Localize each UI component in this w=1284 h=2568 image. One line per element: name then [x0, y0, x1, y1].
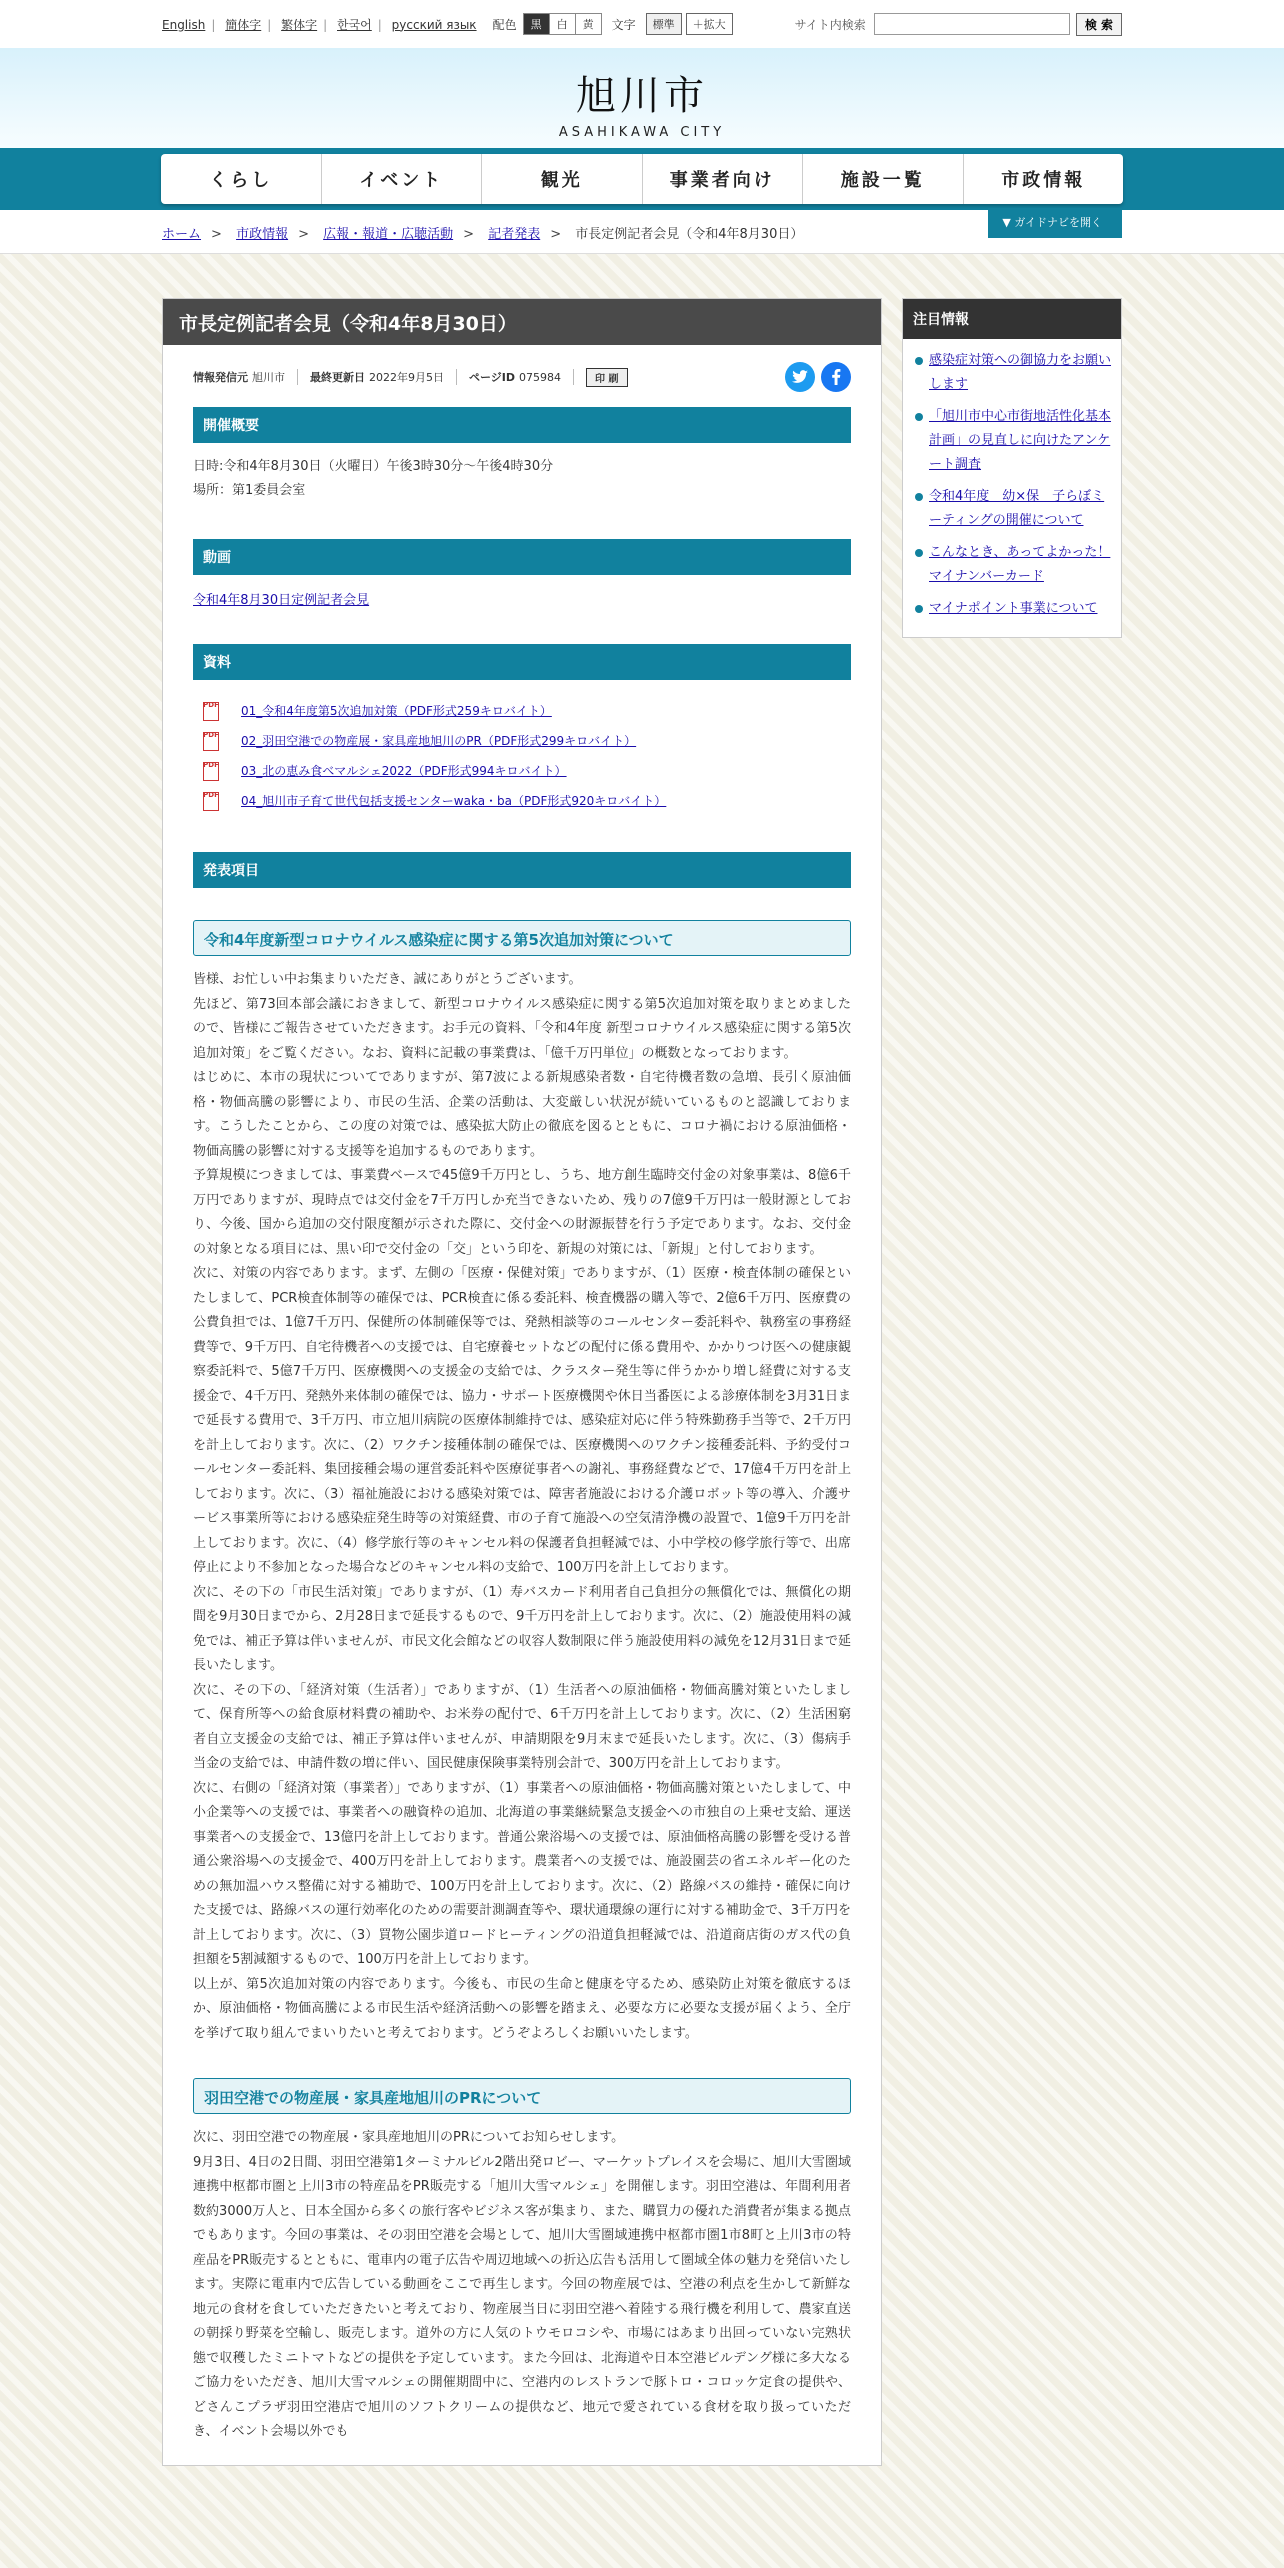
section-overview-heading: 開催概要 — [193, 407, 851, 443]
lang-traditional-chinese-link[interactable]: 繁体字 — [281, 17, 318, 32]
featured-item — [915, 405, 1111, 477]
section-video-heading: 動画 — [193, 539, 851, 575]
breadcrumb-band — [0, 210, 1284, 254]
sidebar-featured — [902, 298, 1122, 638]
print-button[interactable]: 印 刷 — [586, 368, 627, 387]
topic2-paragraph: 9月3日、4日の2日間、羽田空港第1ターミナルビル2階出発ロビー、マーケットプレイスを会場に、旭川大雪圏域連携中枢都市圏と上川3市の特産品をPR販売する「旭川大雪マルシェ」を開催します。羽田空港は、年間利用者数約3000万人と、日本全国から多くの旅行客やビジネス客が集まり、また、購買力の優れた消費者が集まる拠点でもあります。今回の事業は、その羽田空港を会場として、旭川大雪圏域連携中枢都市圏1市8町と上川3市の特産品をPR販売するとともに、電車内の電子広告や周辺地域への折込広告も活用して圏域全体の魅力を発信いたします。実際に電車内で広告している動画をここで再生します。今回の物産展では、空港の利点を生かして新鮮な地元の食材を食していただきたいと考えており、物産展当日に羽田空港へ着陸する飛行機を利用して、農家直送の朝採り野菜を空輸し、販売します。道外の方に人気のトウモロコシや、市場にはあまり出回っていない完熟状態で収穫したミニトマトなどの提供を予定しています。また今回は、北海道や日本空港ビルデング様に多大なるご協力をいただき、旭川大雪マルシェの開催期間中に、空港内のレストランで豚トロ・コロッケ定食の提供や、どさんこプラザ羽田空港店で旭川のソフトクリームの提供など、地元で愛されている食材を取り扱っていただき、イベント会場以外でも — [193, 2154, 851, 2439]
twitter-icon[interactable] — [785, 362, 815, 392]
global-nav-band — [0, 148, 1284, 210]
overview-text — [193, 455, 851, 503]
guide-nav-button[interactable]: ▼ ガイドナビを開く — [988, 208, 1122, 238]
breadcrumb-city-info[interactable]: 市政情報 — [236, 226, 289, 242]
topic1-paragraph: 次に、その下の「市民生活対策」でありますが、（1）寿バスカード利用者自己負担分の無償化では、無償化の期間を9月30日までから、2月28日まで延長するもので、9千万円を計上しております。次に、（2）施設使用料の減免では、補正予算は伴いませんが、市民文化会館などの収容人数制限に伴う施設使用料の減免を12月31日まで延長いたします。 — [193, 1584, 851, 1673]
text-size-label: 文字 — [611, 17, 636, 32]
nav-item-facilities[interactable]: 施設一覧 — [803, 154, 964, 204]
global-nav — [161, 154, 1123, 204]
text-enlarge-button[interactable]: ＋拡大 — [686, 13, 733, 35]
meta-source: 情報発信元 旭川市 — [193, 369, 298, 385]
pdf-icon: PDF — [203, 702, 219, 721]
lang-korean-link[interactable]: 한국어 — [337, 17, 372, 32]
file-item — [193, 696, 851, 726]
featured-item — [915, 541, 1111, 589]
nav-item-tourism[interactable]: 観光 — [482, 154, 643, 204]
language-links: English | 簡体字 | 繁体字 | 한국어 | русский язык — [162, 17, 477, 32]
overview-place: 場所：第1委員会室 — [193, 483, 306, 498]
breadcrumb-press[interactable]: 記者発表 — [488, 226, 541, 242]
file-link[interactable]: 03_北の恵み食べマルシェ2022（PDF形式994キロバイト） — [241, 764, 567, 778]
site-logo-title[interactable]: 旭川市 — [576, 73, 708, 119]
featured-link[interactable]: こんなとき、あってよかった！マイナンバーカード — [929, 545, 1111, 584]
materials-list — [193, 696, 851, 816]
meta-updated: 最終更新日 2022年9月5日 — [310, 369, 457, 385]
featured-link[interactable]: 令和4年度 幼×保 子らぼミーティングの開催について — [929, 489, 1105, 528]
color-black-button[interactable]: 黒 — [524, 14, 550, 34]
nav-item-events[interactable]: イベント — [322, 154, 483, 204]
featured-item — [915, 485, 1111, 533]
featured-item — [915, 349, 1111, 397]
featured-link[interactable]: 「旭川市中心市街地活性化基本計画」の見直しに向けたアンケート調査 — [929, 409, 1112, 472]
lang-english-link[interactable]: English — [162, 17, 206, 32]
topic2-heading: 羽田空港での物産展・家具産地旭川のPRについて — [193, 2078, 851, 2114]
topic1-paragraph: 以上が、第5次追加対策の内容であります。今後も、市民の生命と健康を守るため、感染防止対策を徹底するほか、原油価格・物価高騰による市民生活や経済活動への影響を踏まえ、必要な方に必要な支援が届くよう、全庁を挙げて取り組んでまいりたいと考えております。どうぞよろしくお願いいたします。 — [193, 1976, 851, 2041]
file-item — [193, 786, 851, 816]
search-button[interactable]: 検 索 — [1076, 13, 1122, 36]
topic1-body — [193, 968, 851, 2046]
pdf-icon: PDF — [203, 762, 219, 781]
site-header — [0, 48, 1284, 148]
main-content — [162, 298, 882, 2466]
site-logo-subtitle: ASAHIKAWA CITY — [558, 125, 726, 140]
color-scheme-selector — [523, 13, 602, 35]
topic1-paragraph: 次に、その下の、「経済対策（生活者）」でありますが、（1）生活者への原油価格・物価高騰対策といたしまして、保育所等への給食原材料費の補助や、お米券の配付で、6千万円を計上しております。次に、（2）生活困窮者自立支援金の支給では、補正予算は伴いませんが、申請期限を9月末まで延長いたします。次に、（3）傷病手当金の支給では、申請件数の増に伴い、国民健康保険事業特別会計で、300万円を計上しております。 — [193, 1682, 851, 1771]
breadcrumb: ホーム > 市政情報 > 広報・報道・広聴活動 > 記者発表 > 市長定例記者会見（令和4年8月30日） — [162, 226, 804, 242]
file-item — [193, 756, 851, 786]
overview-datetime: 日時:令和4年8月30日（火曜日）午後3時30分～午後4時30分 — [193, 459, 554, 474]
breadcrumb-current: 市長定例記者会見（令和4年8月30日） — [575, 226, 804, 242]
page-meta — [193, 357, 851, 397]
lang-russian-link[interactable]: русский язык — [391, 17, 477, 32]
color-white-button[interactable]: 白 — [550, 14, 576, 34]
topic1-paragraph: 次に、対策の内容であります。まず、左側の「医療・保健対策」でありますが、（1）医療・検査体制の確保といたしまして、PCR検査体制等の確保では、PCR検査に係る委託料、検査機器の購入等で、2億6千万円、医療費の公費負担では、1億7千万円、保健所の体制確保等では、発熱相談等のコールセンター委託料や、執務室の事務経費等で、9千万円、自宅待機者への支援では、自宅療養セットなどの配付に係る費用や、かかりつけ医への健康観察委託料で、5億7千万円、医療機関への支援金の支給では、クラスター発生等に伴うかかり増し経費に対する支援金で、4千万円、発熱外来体制の確保では、協力・サポート医療機関や休日当番医による診療体制を3月31日まで延長する費用で、3千万円、市立旭川病院の医療体制維持では、感染症対応に伴う特殊勤務手当等で、2千万円を計上しております。次に、（2）ワクチン接種体制の確保では、医療機関へのワクチン接種委託料、予約受付コールセンター委託料、集団接種会場の運営委託料や医療従事者への謝礼、事務経費などで、17億4千万円を計上しております。次に、（3）福祉施設における感染対策では、障害者施設における介護ロボット等の導入、介護サービス事業所等における感染症発生時等の対策経費、市の子育て施設への空気清浄機の設置で、1億9千万円を計上しております。次に、（4）修学旅行等のキャンセル料の保護者負担軽減では、小中学校の修学旅行等で、出席停止により不参加となった場合などのキャンセル料の支給で、100万円を計上しております。 — [193, 1266, 851, 1575]
site-search — [795, 13, 1122, 36]
page-title: 市長定例記者会見（令和4年8月30日） — [163, 299, 881, 345]
topic1-paragraph: はじめに、本市の現状についてでありますが、第7波による新規感染者数・自宅待機者数の急増、長引く原油価格・物価高騰の影響により、市民の生活、企業の活動は、大変厳しい状況が続いているものと認識しております。こうしたことから、この度の対策では、感染拡大防止の徹底を図るとともに、コロナ禍における原油価格・物価高騰の影響に対する支援等を追加するものであります。 — [193, 1070, 851, 1159]
topic1-paragraph: 次に、右側の「経済対策（事業者）」でありますが、（1）事業者への原油価格・物価高騰対策といたしまして、中小企業等への支援では、事業者への融資枠の追加、北海道の事業継続緊急支援金への市独自の上乗せ支給、運送事業者への支援金で、13億円を計上しております。普通公衆浴場への支援では、原油価格高騰の影響を受ける普通公衆浴場への支援金で、400万円を計上しております。農業者への支援では、施設園芸の省エネルギー化のための無加温ハウス整備に対する補助で、100万円を計上しております。次に、（2）路線バスの維持・確保に向けた支援では、路線バスの運行効率化のための需要計測調査等や、環状通環線の運行に対する補助金で、3千万円を計上しております。次に、（3）買物公園歩道ロードヒーティングの沿道負担軽減では、沿道商店街のガス代の負担額を5割減額するもので、100万円を計上しております。 — [193, 1780, 852, 1967]
topic1-heading: 令和4年度新型コロナウイルス感染症に関する第5次追加対策について — [193, 920, 851, 956]
search-input[interactable] — [874, 13, 1070, 35]
nav-item-city-info[interactable]: 市政情報 — [1001, 170, 1086, 191]
video-link[interactable]: 令和4年8月30日定例記者会見 — [193, 593, 370, 608]
content-wrapper — [162, 298, 1122, 2466]
social-share — [779, 362, 851, 392]
color-scheme-label: 配色 — [492, 17, 517, 32]
facebook-icon[interactable] — [821, 362, 851, 392]
featured-item — [915, 597, 1111, 621]
utility-bar — [0, 0, 1284, 48]
nav-item-kurashi[interactable]: くらし — [161, 154, 322, 204]
featured-link[interactable]: 感染症対策への御協力をお願いします — [929, 353, 1112, 392]
search-label: サイト内検索 — [794, 17, 866, 32]
breadcrumb-home[interactable]: ホーム — [162, 226, 202, 242]
text-standard-button[interactable]: 標準 — [646, 13, 682, 35]
file-item — [193, 726, 851, 756]
featured-link[interactable]: マイナポイント事業について — [929, 601, 1098, 616]
file-link[interactable]: 02_羽田空港での物産展・家具産地旭川のPR（PDF形式299キロバイト） — [241, 734, 637, 748]
sidebar-title: 注目情報 — [903, 299, 1121, 339]
breadcrumb-pr[interactable]: 広報・報道・広聴活動 — [323, 226, 454, 242]
file-link[interactable]: 01_令和4年度第5次追加対策（PDF形式259キロバイト） — [241, 704, 552, 718]
section-materials-heading: 資料 — [193, 644, 851, 680]
nav-item-business[interactable]: 事業者向け — [643, 154, 804, 204]
color-yellow-button[interactable]: 黄 — [576, 14, 601, 34]
pdf-icon: PDF — [203, 732, 219, 751]
section-announcements-heading: 発表項目 — [193, 852, 851, 888]
pdf-icon: PDF — [203, 792, 219, 811]
topic2-paragraph: 次に、羽田空港での物産展・家具産地旭川のPRについてお知らせします。 — [193, 2130, 625, 2145]
topic1-paragraph: 皆様、お忙しい中お集まりいただき、誠にありがとうございます。 — [193, 972, 582, 987]
file-link[interactable]: 04_旭川市子育て世代包括支援センターwaka・ba（PDF形式920キロバイト） — [241, 794, 667, 808]
lang-simplified-chinese-link[interactable]: 簡体字 — [225, 17, 262, 32]
topic1-paragraph: 先ほど、第73回本部会議におきまして、新型コロナウイルス感染症に関する第5次追加対策を取りまとめましたので、皆様にご報告させていただきます。お手元の資料、「令和4年度 新型コロナウイルス感染症に関する第5次追加対策」をご覧ください。なお、資料に記載の事業費は、「億千万円単位」の概数となっております。 — [193, 996, 851, 1061]
topic1-paragraph: 予算規模につきましては、事業費ベースで45億9千万円とし、うち、地方創生臨時交付金の対象事業は、8億6千万円でありますが、現時点では交付金を7千万円しか充当できないため、残りの7億9千万円は一般財源としており、今後、国から追加の交付限度額が示された際に、交付金への財源振替を行う予定であります。なお、交付金の対象となる項目には、黒い印で交付金の「交」という印を、新規の対策には、「新規」と付しております。 — [193, 1168, 851, 1257]
topic2-body — [193, 2126, 851, 2445]
meta-page-id: ページID 075984 — [469, 369, 574, 385]
featured-list — [903, 339, 1121, 637]
